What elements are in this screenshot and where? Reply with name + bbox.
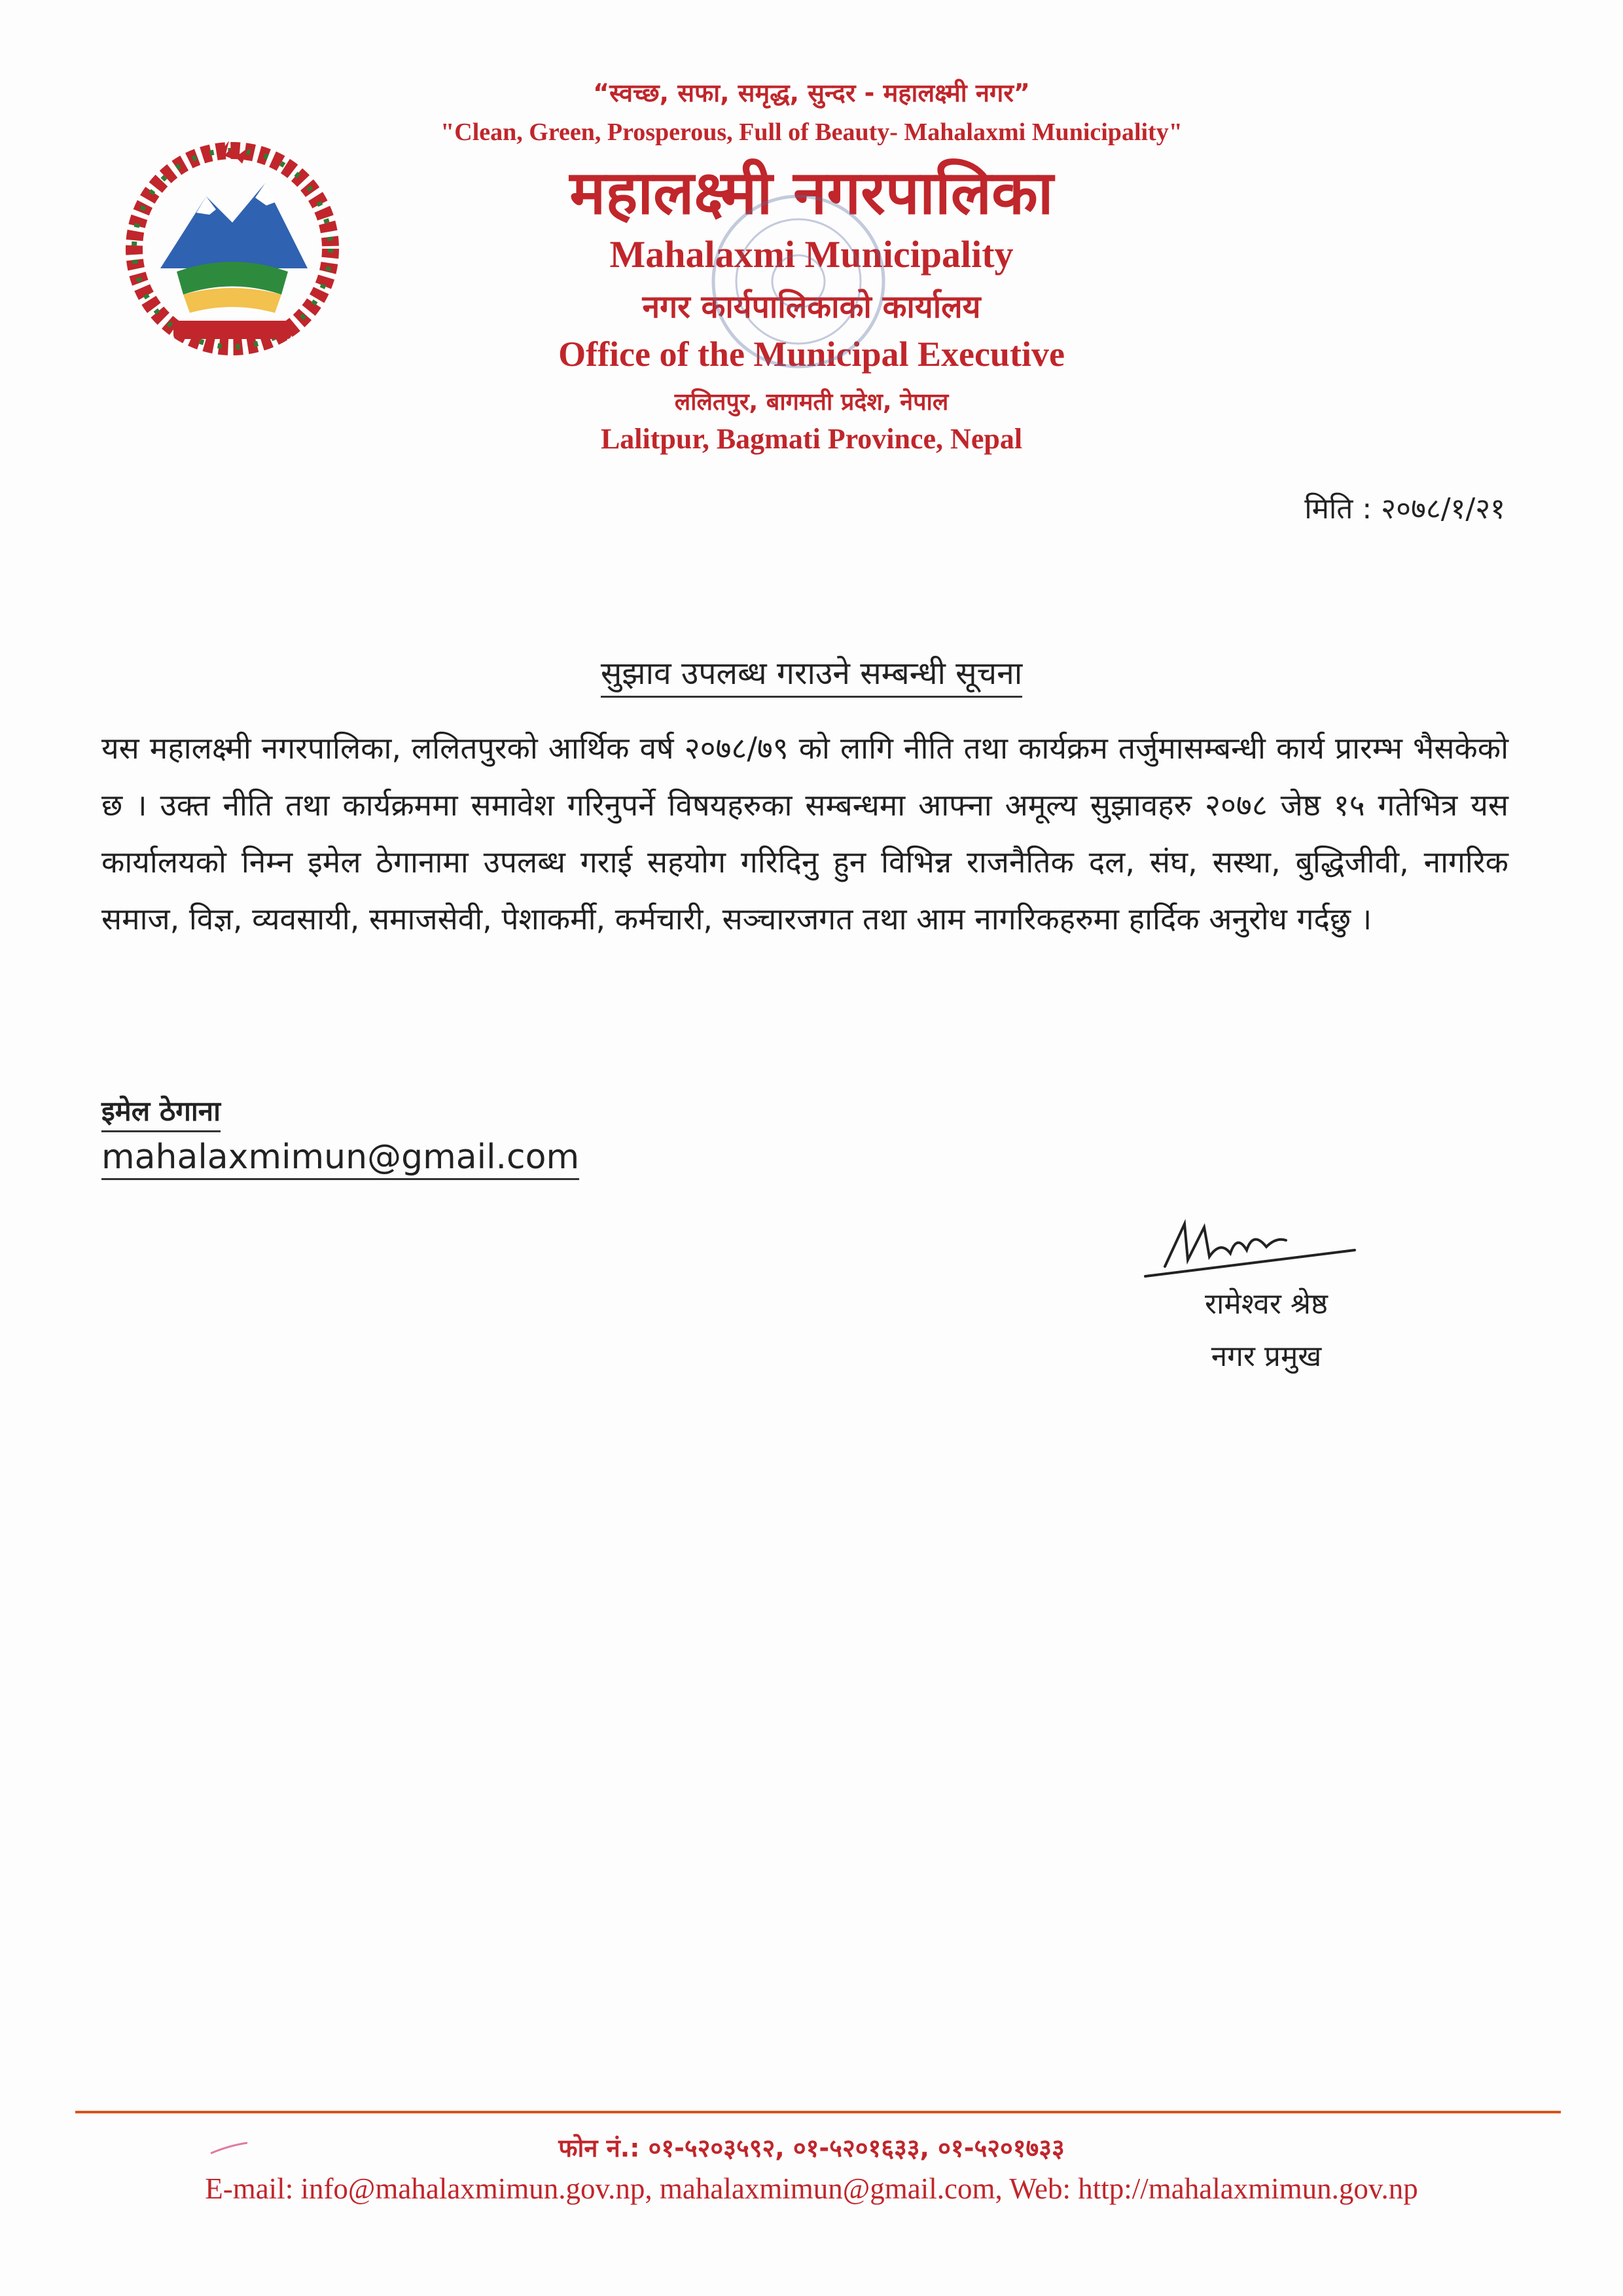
location-nepali: ललितपुर, बागमती प्रदेश, नेपाल: [674, 389, 949, 416]
office-name-nepali: नगर कार्यपालिकाको कार्यालय: [642, 289, 981, 325]
footer-divider: [75, 2111, 1561, 2113]
notice-subject: [0, 651, 1623, 694]
office-name-english: Office of the Municipal Executive: [558, 334, 1065, 374]
notice-subject-text: सुझाव उपलब्ध गराउने सम्बन्धी सूचना: [601, 655, 1022, 698]
footer-contact-line: E-mail: info@mahalaxmimun.gov.np, mahalaxmimun@gmail.com, Web: http://mahalaxmimun.gov.np: [205, 2172, 1418, 2205]
email-address: mahalaxmimun@gmail.com: [101, 1138, 579, 1180]
municipality-motto-nepali: “स्वच्छ, सफा, समृद्ध, सुन्दर - महालक्ष्मी नगर”: [593, 79, 1030, 107]
location-english: Lalitpur, Bagmati Province, Nepal: [600, 423, 1023, 455]
signatory-name: रामेश्वर श्रेष्ठ: [1205, 1287, 1328, 1321]
office-stamp-icon: [700, 183, 897, 380]
municipality-name-nepali: महालक्ष्मी नगरपालिका: [569, 158, 1054, 228]
municipality-motto-english: "Clean, Green, Prosperous, Full of Beauty- Mahalaxmi Municipality": [440, 118, 1183, 146]
nepal-emblem-icon: [121, 137, 344, 360]
notice-body: यस महालक्ष्मी नगरपालिका, ललितपुरको आर्थिक वर्ष २०७८/७९ को लागि नीति तथा कार्यक्रम तर्जुमासम्बन्धी कार्य प्रारम्भ भैसकेको छ । उक्त नीति तथा कार्यक्रममा समावेश गरिनुपर्ने विषयहरुका सम्बन्धमा आफ्ना अमूल्य सुझावहरु २०७८ जेष्ठ १५ गतेभित्र यस कार्यालयको निम्न इमेल ठेगानामा उपलब्ध गराई सहयोग गरिदिनु हुन विभिन्न राजनैतिक दल, संघ, सस्था, बुद्धिजीवी, नागरिक समाज, विज्ञ, व्यवसायी, समाजसेवी, पेशाकर्मी, कर्मचारी, सञ्चारजगत तथा आम नागरिकहरुमा हार्दिक अनुरोध गर्दछु ।: [101, 730, 1508, 937]
footer-phone-numbers: फोन नं.: ०१-५२०३५९२, ०१-५२०१६३३, ०१-५२०१७३३: [558, 2134, 1065, 2162]
signatory-title: नगर प्रमुख: [1211, 1340, 1322, 1373]
signature-icon: [1139, 1204, 1374, 1296]
municipality-name-english: Mahalaxmi Municipality: [609, 233, 1014, 276]
letter-date: मिति : २०७८/१/२१: [1304, 492, 1505, 526]
email-section-label: इमेल ठेगाना: [101, 1092, 221, 1132]
